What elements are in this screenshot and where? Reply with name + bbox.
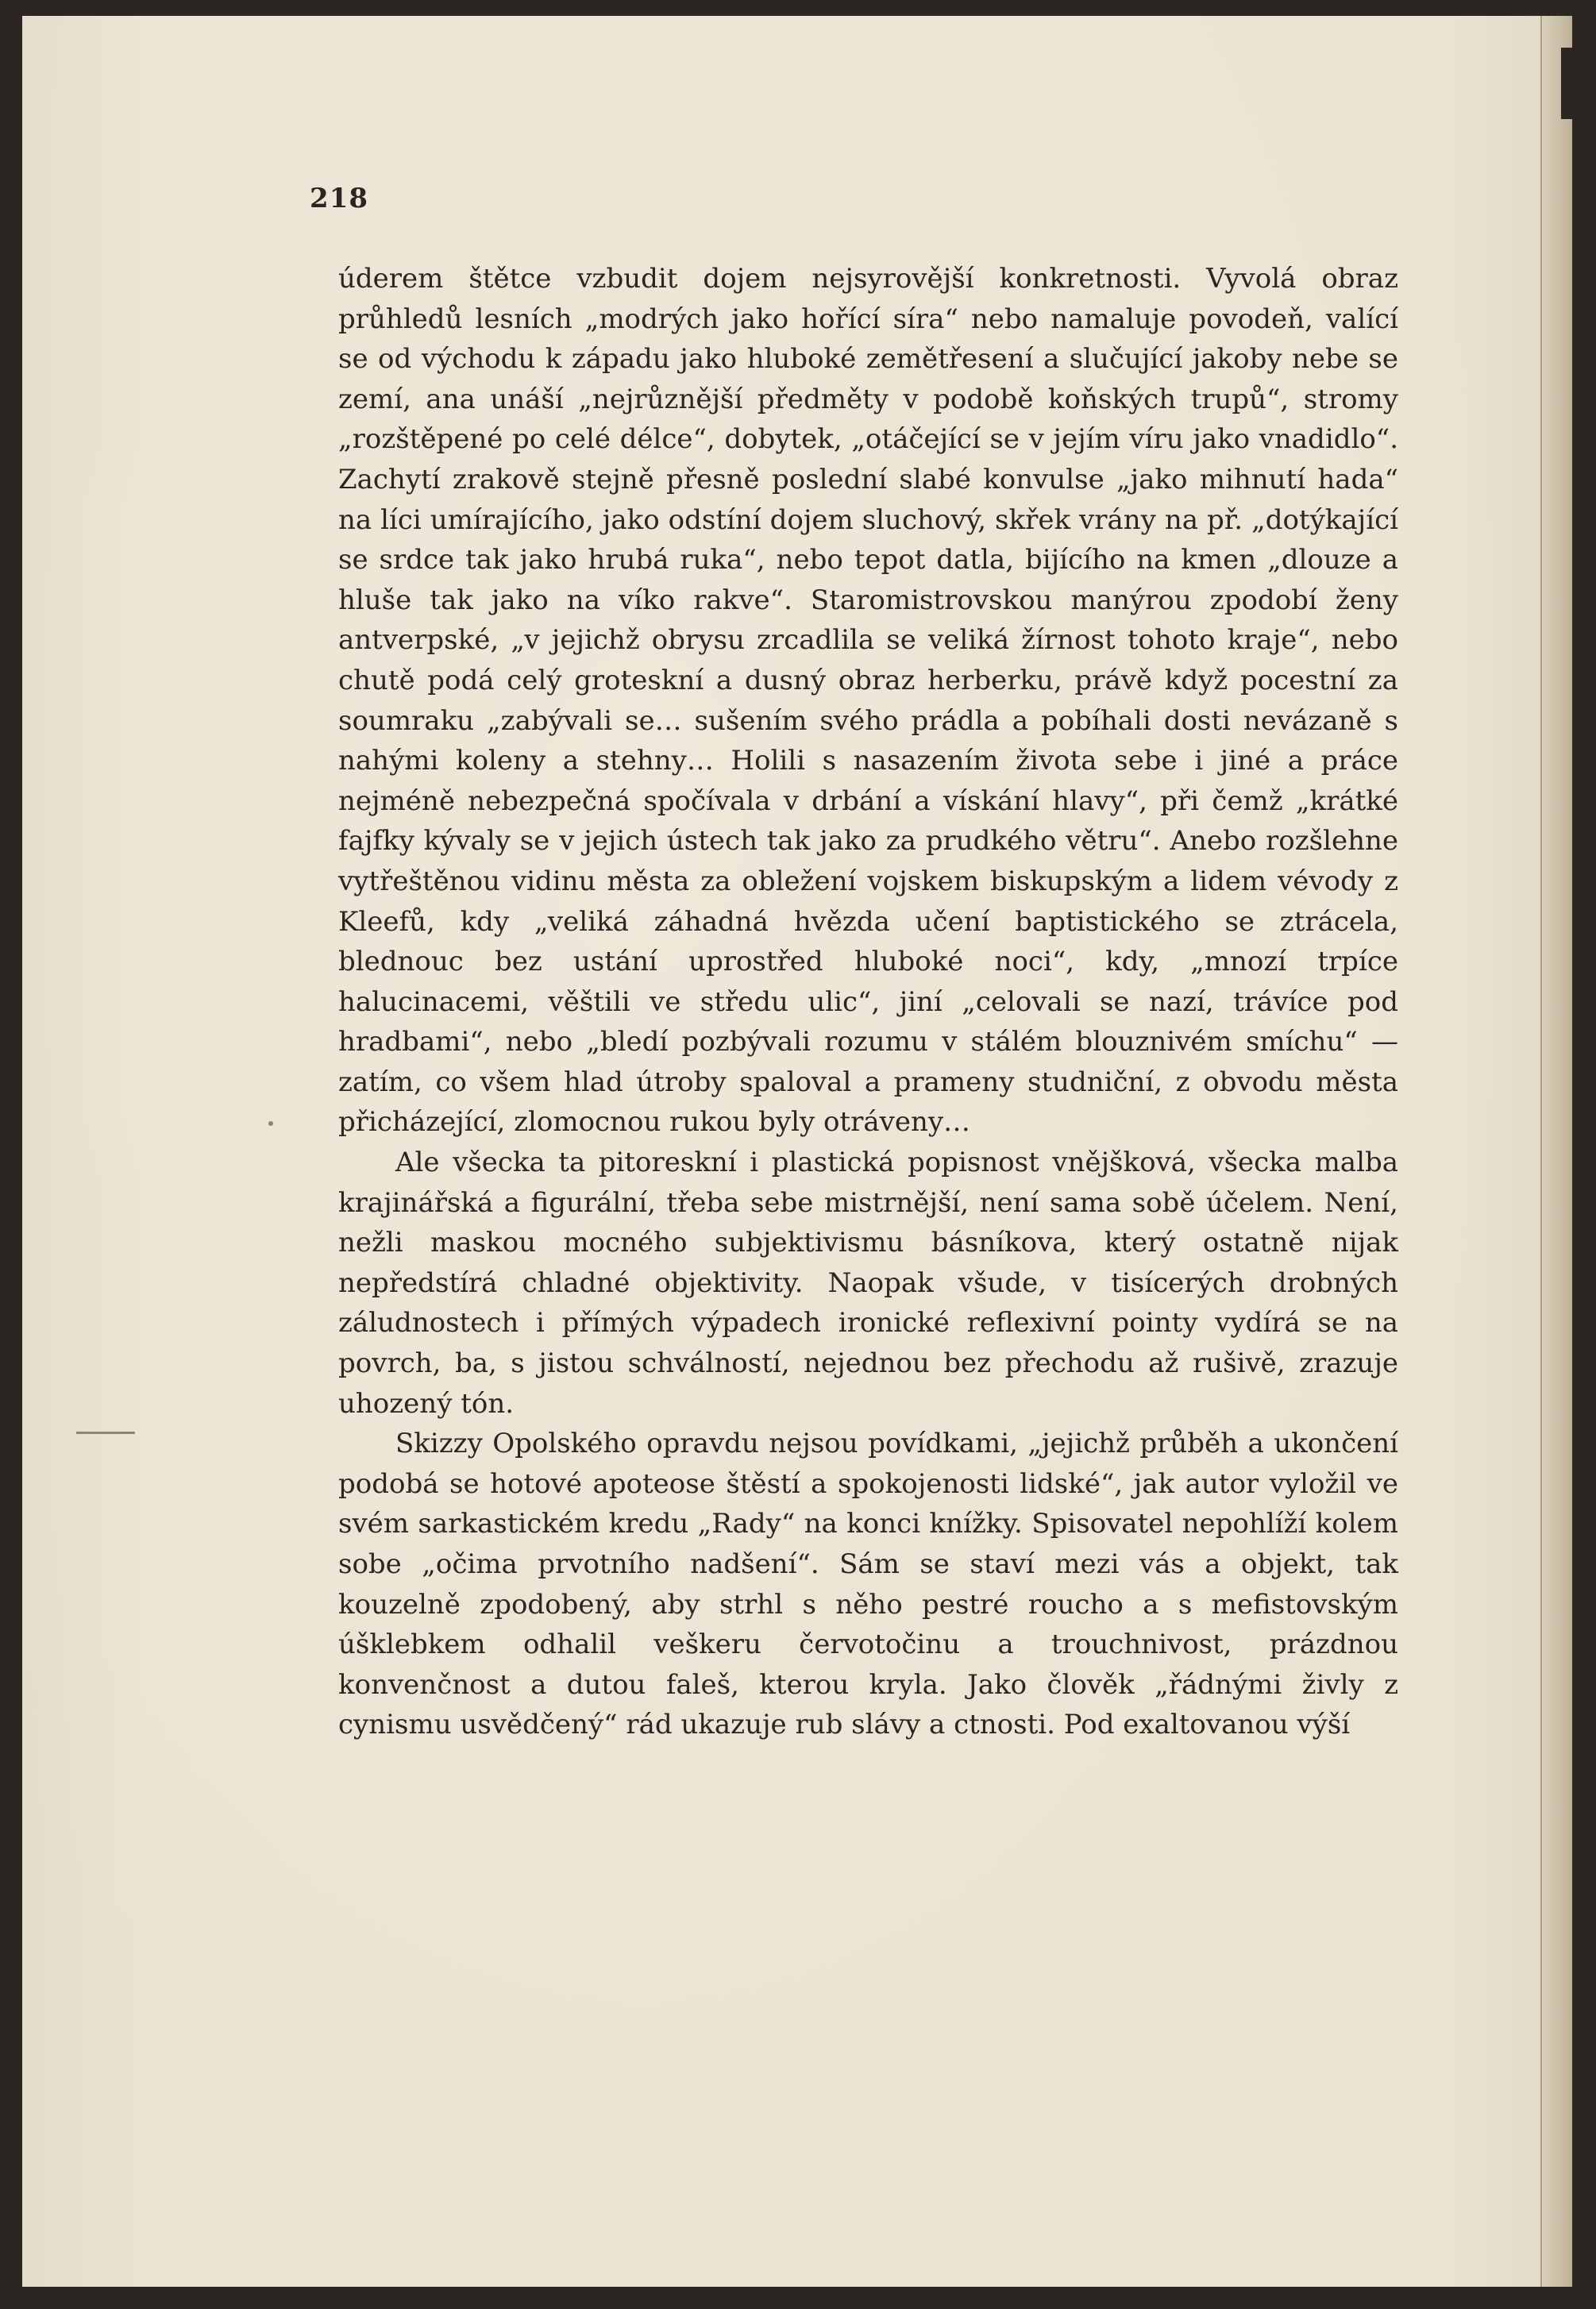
paragraph-2: Ale všecka ta pitoreskní i plastická popisnost vnějšková, všecka malba krajinářská a figurální, třeba sebe mistrnější, není sama sobě účelem. Není, nežli maskou mocného subjektivismu básníkova, který ostatně nijak nepředstírá chladné objektivity. Naopak všude, v tisícerých drobných záludnostech i přímých výpadech ironické reflexivní pointy vydírá se na povrch, ba, s jistou schválností, nejednou bez přechodu až rušivě, zrazuje uhozený tón. [338, 1147, 1398, 1420]
page-edge [1540, 16, 1572, 2287]
page-number: 218 [310, 183, 368, 214]
margin-dot-mark [268, 1121, 273, 1126]
paragraph-1: úderem štětce vzbudit dojem nejsyrovější konkretnosti. Vyvolá obraz průhledů lesních „modrých jako hořící síra“ nebo namaluje povodeň, valící se od východu k západu jako hluboké zemětřesení a slučující jakoby nebe se zemí, ana unáší „nejrůznější předměty v podobě koňských trupů“, stromy „rozštěpené po celé délce“, dobytek, „otáčející se v jejím víru jako vnadidlo“. Zachytí zrakově stejně přesně poslední slabé konvulse „jako mihnutí hada“ na líci umírajícího, jako odstíní dojem sluchový, skřek vrány na př. „dotýkající se srdce tak jako hrubá ruka“, nebo tepot datla, bijícího na kmen „dlouze a hluše tak jako na víko rakve“. Staromistrovskou manýrou zpodobí ženy antverpské, „v jejichž obrysu zrcadlila se veliká žírnost tohoto kraje“, nebo chutě podá celý groteskní a dusný obraz herberku, právě když pocestní za soumraku „zabývali se… sušením svého prádla a pobíhali dosti nevázaně s nahými koleny a stehny… Holili s nasazením života sebe i jiné a práce nejméně nebezpečná spočívala v drbání a vískání hlavy“, při čemž „krátké fajfky kývaly se v jejich ústech tak jako za prudkého větru“. Anebo rozšlehne vytřeštěnou vidinu města za obležení vojskem biskupským a lidem vévody z Kleefů, kdy „veliká záhadná hvězda učení baptistického se ztrácela, blednouc bez ustání uprostřed hluboké noci“, kdy, „mnozí trpíce halucinacemi, věštili ve středu ulic“, jiní „celovali se nazí, trávíce pod hradbami“, nebo „bledí pozbývali rozumu v stálém blouznivém smíchu“ — zatím, co všem hlad útroby spaloval a prameny studniční, z obvodu města přicházející, zlomocnou rukou byly otráveny… [338, 263, 1398, 1139]
page-edge-notch [1561, 48, 1572, 119]
body-text [338, 259, 1398, 1745]
paragraph-3: Skizzy Opolského opravdu nejsou povídkami, „jejichž průběh a ukončení podobá se hotové apoteose štěstí a spokojenosti lidské“, jak autor vyložil ve svém sarkastickém kredu „Rady“ na konci knížky. Spisovatel nepohlíží kolem sobe „očima prvotního nadšení“. Sám se staví mezi vás a objekt, tak kouzelně zpodobený, aby strhl s něho pestré roucho a s mefistovským úšklebkem odhalil veškeru červotočinu a trouchnivost, prázdnou konvenčnost a dutou faleš, kterou kryla. Jako člověk „řádnými živly z cynismu usvědčený“ rád ukazuje rub slávy a ctnosti. Pod exaltovanou výší [338, 1428, 1398, 1741]
margin-dash-mark [76, 1432, 135, 1434]
